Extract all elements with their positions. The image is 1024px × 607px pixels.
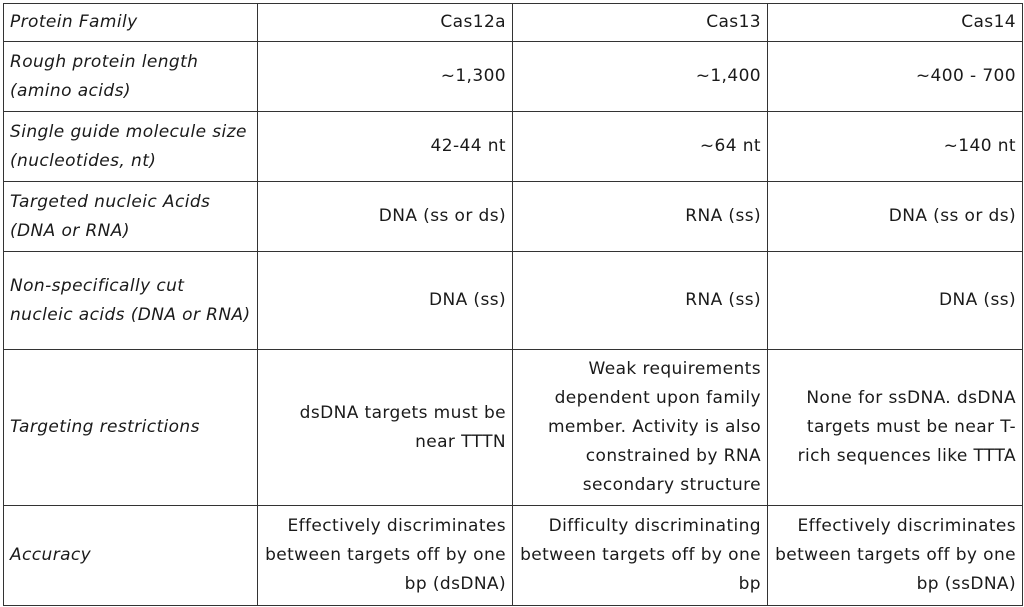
cas14-cell: Effectively discriminates between targets off by one bp (ssDNA) bbox=[768, 506, 1023, 606]
row-label-cell: Single guide molecule size (nucleotides, nt) bbox=[4, 112, 258, 182]
cas12a-cell: 42-44 nt bbox=[258, 112, 513, 182]
cas13-cell: RNA (ss) bbox=[513, 252, 768, 350]
cas12a-cell: DNA (ss or ds) bbox=[258, 182, 513, 252]
cas13-cell: RNA (ss) bbox=[513, 182, 768, 252]
cas14-cell: DNA (ss) bbox=[768, 252, 1023, 350]
table-row bbox=[4, 182, 1023, 252]
cas12a-cell: ~1,300 bbox=[258, 42, 513, 112]
header-cas13-cell: Cas13 bbox=[513, 4, 768, 42]
table-row bbox=[4, 42, 1023, 112]
cas13-cell: ~1,400 bbox=[513, 42, 768, 112]
header-cas14-cell: Cas14 bbox=[768, 4, 1023, 42]
header-cas12a-cell: Cas12a bbox=[258, 4, 513, 42]
cas13-cell: Weak requirements dependent upon family member. Activity is also constrained by RNA secondary structure bbox=[513, 350, 768, 506]
table-row bbox=[4, 350, 1023, 506]
cas12a-cell: DNA (ss) bbox=[258, 252, 513, 350]
cas13-cell: Difficulty discriminating between targets off by one bp bbox=[513, 506, 768, 606]
row-label-cell: Targeting restrictions bbox=[4, 350, 258, 506]
table-row bbox=[4, 506, 1023, 606]
comparison-table bbox=[3, 3, 1023, 606]
row-label-cell: Non-specifically cut nucleic acids (DNA or RNA) bbox=[4, 252, 258, 350]
cas12a-cell: dsDNA targets must be near TTTN bbox=[258, 350, 513, 506]
cas13-cell: ~64 nt bbox=[513, 112, 768, 182]
header-row bbox=[4, 4, 1023, 42]
cas14-cell: DNA (ss or ds) bbox=[768, 182, 1023, 252]
row-label-cell: Accuracy bbox=[4, 506, 258, 606]
row-label-cell: Rough protein length (amino acids) bbox=[4, 42, 258, 112]
cas12a-cell: Effectively discriminates between targets off by one bp (dsDNA) bbox=[258, 506, 513, 606]
cas14-cell: ~400 - 700 bbox=[768, 42, 1023, 112]
table-row bbox=[4, 252, 1023, 350]
table-row bbox=[4, 112, 1023, 182]
header-label-cell: Protein Family bbox=[4, 4, 258, 42]
cas14-cell: None for ssDNA. dsDNA targets must be near T-rich sequences like TTTA bbox=[768, 350, 1023, 506]
cas14-cell: ~140 nt bbox=[768, 112, 1023, 182]
row-label-cell: Targeted nucleic Acids (DNA or RNA) bbox=[4, 182, 258, 252]
